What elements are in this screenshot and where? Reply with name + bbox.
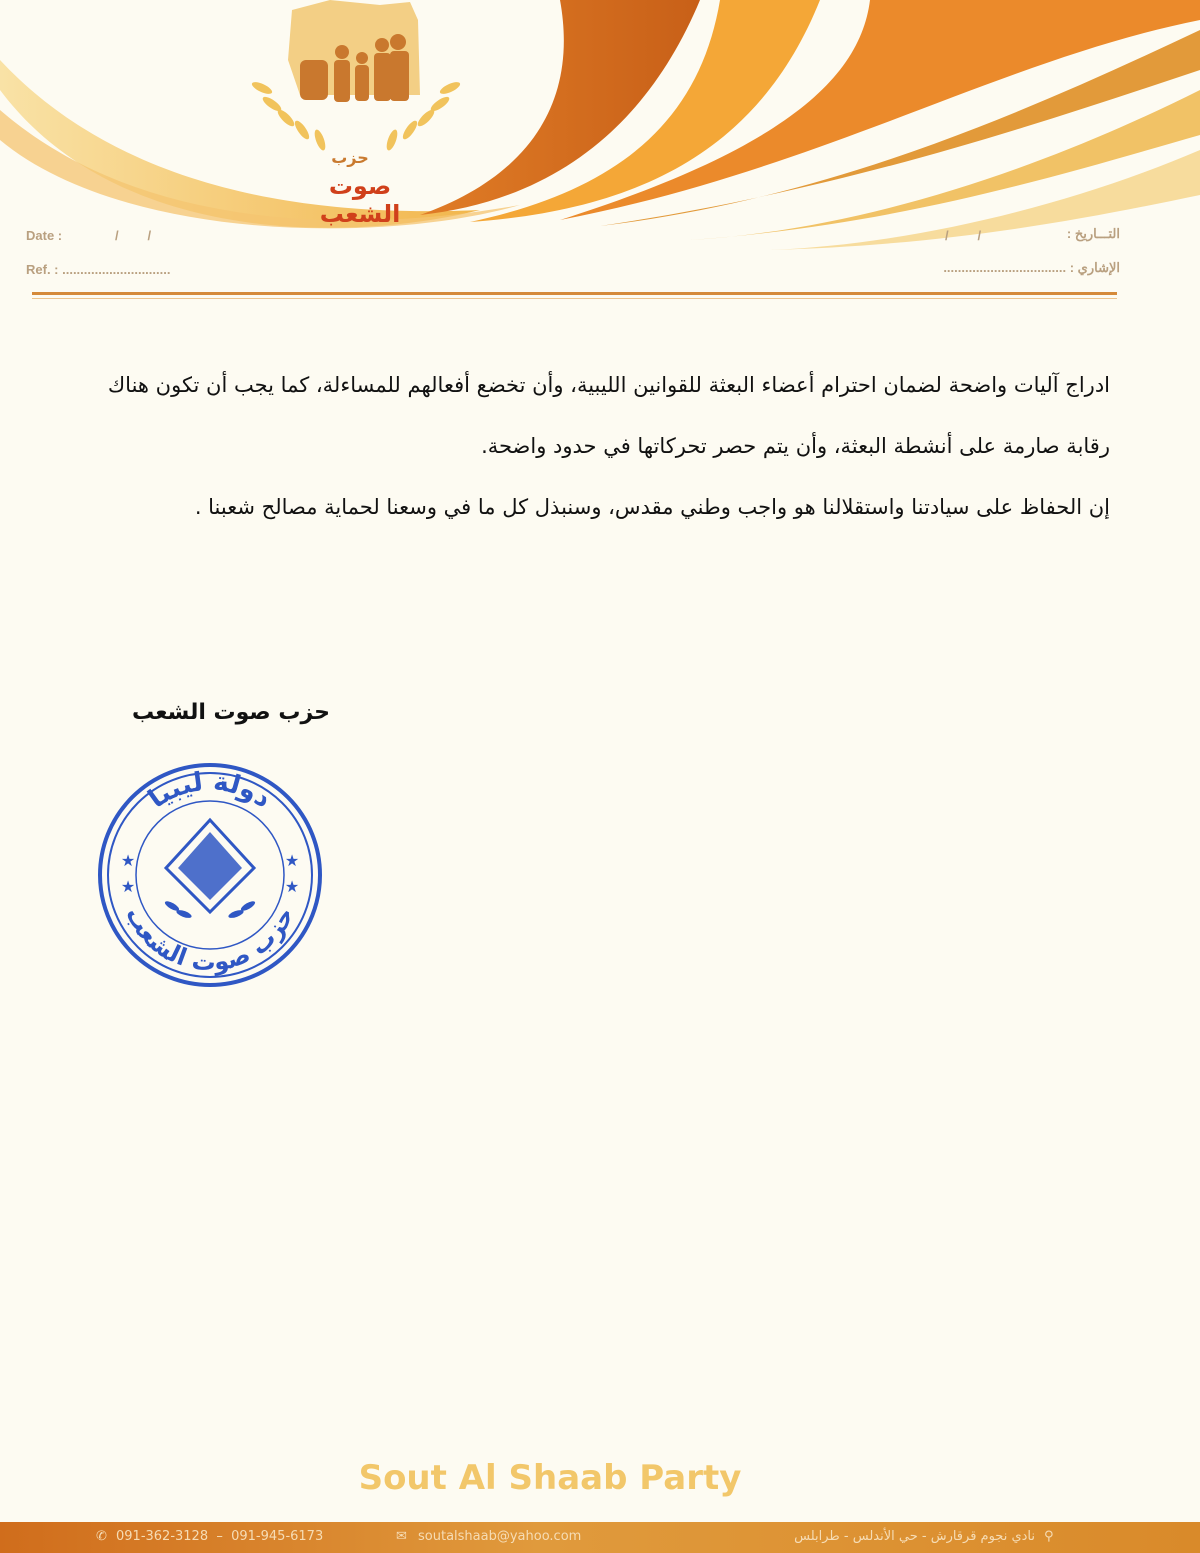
letter-body <box>95 355 1110 538</box>
body-paragraph-2: إن الحفاظ على سيادتنا واستقلالنا هو واجب وطني مقدس، وسنبذل كل ما في وسعنا لحماية مصالح شعبنا . <box>194 495 1110 519</box>
footer-phones: 091-362-3128 – 091-945-6173 <box>116 1529 324 1544</box>
party-logo-emblem <box>0 0 1200 200</box>
svg-text:★: ★ <box>284 877 300 896</box>
logo-name-line1: حزب <box>331 148 369 167</box>
ref-label-ar: الإشاري : .................................. <box>943 260 1120 275</box>
email-icon: ✉ <box>396 1529 407 1544</box>
svg-text:★: ★ <box>120 877 136 896</box>
footer-email: soutalshaab@yahoo.com <box>418 1529 582 1544</box>
footer-address: نادي نجوم قرقارش - حي الأندلس - طرابلس <box>794 1529 1035 1544</box>
footer-party-title: Sout Al Shaab Party <box>358 1458 742 1498</box>
ref-label-en: Ref. : .............................. <box>26 262 171 277</box>
header-divider-thick <box>32 292 1117 295</box>
header-divider-thin <box>32 298 1117 299</box>
location-pin-icon: ⚲ <box>1044 1529 1054 1544</box>
logo-name-line2: صوت الشعب <box>319 172 401 228</box>
body-paragraph-1: ادراج آليات واضحة لضمان احترام أعضاء البعثة للقوانين الليبية، وأن تخضع أفعالهم للمساءلة، كما يجب أن تكون هناك رقابة صارمة على أنشطة البعثة، وأن يتم حصر تحركاتها في حدود واضحة. <box>107 373 1110 458</box>
phone-icon: ✆ <box>96 1529 107 1544</box>
date-slashes-ar: / / <box>945 228 982 243</box>
date-label-en: Date : <box>26 228 63 243</box>
svg-text:★: ★ <box>284 851 300 870</box>
signature-name: حزب صوت الشعب <box>131 700 330 725</box>
date-slashes-en: / / <box>115 228 152 243</box>
date-label-ar: التـــاريخ : <box>1066 226 1120 241</box>
svg-text:حزب صوت الشعب <box>120 902 300 977</box>
stamp-bottom-text: حزب صوت الشعب <box>119 902 300 977</box>
svg-text:★: ★ <box>120 851 136 870</box>
svg-text:دولة ليبيا <box>143 767 277 815</box>
stamp-top-text: دولة ليبيا <box>143 766 277 815</box>
